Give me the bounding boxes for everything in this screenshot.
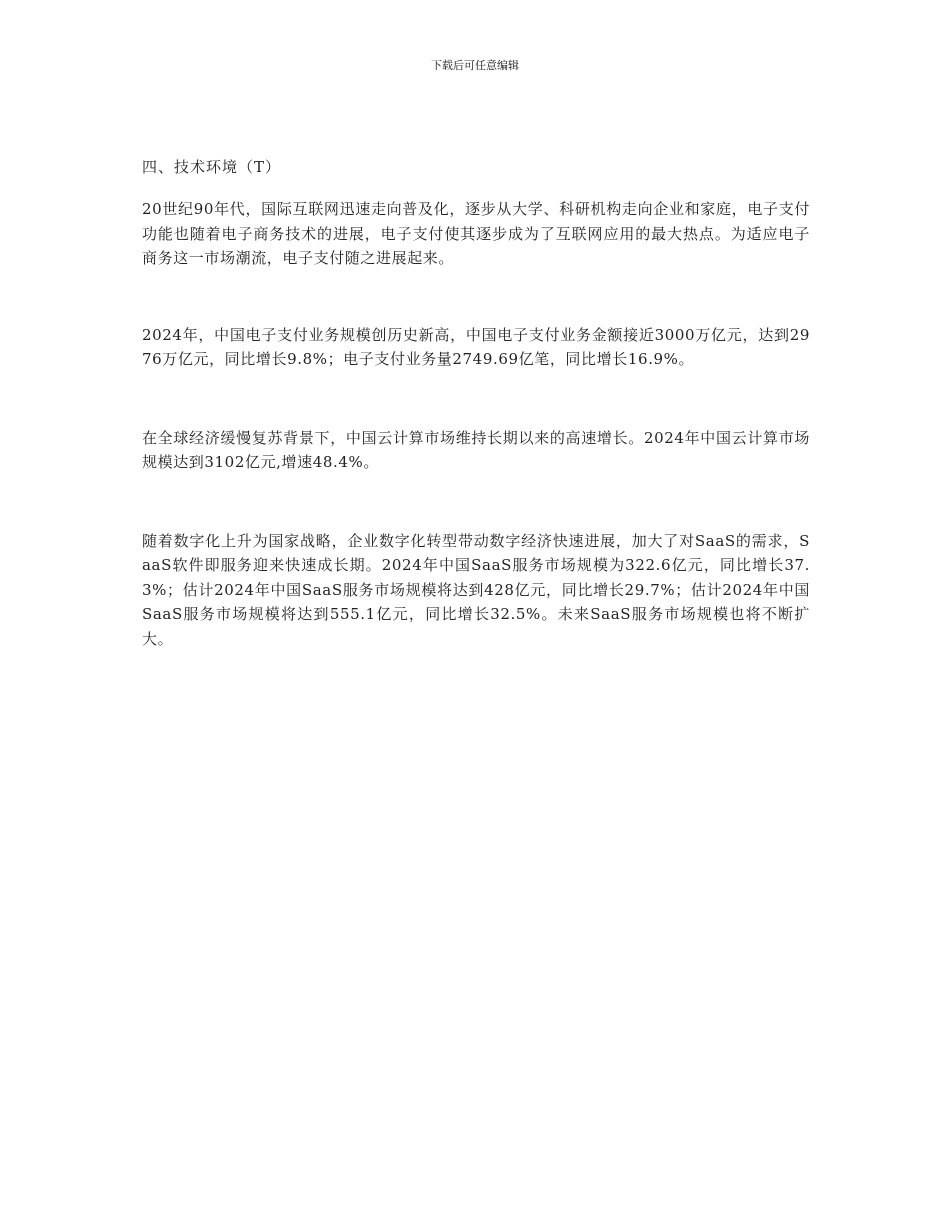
paragraph-saas-market: 随着数字化上升为国家战略，企业数字化转型带动数字经济快速进展，加大了对SaaS的需求，SaaS软件即服务迎来快速成长期。2024年中国SaaS服务市场规模为322.6亿元，同比增长37.3%；估计2024年中国SaaS服务市场规模将达到428亿元，同比增长29.7%；估计2024年中国SaaS服务市场规模将达到555.1亿元，同比增长32.5%。未来SaaS服务市场规模也将不断扩大。 [142,531,810,648]
paragraph-cloud-computing: 在全球经济缓慢复苏背景下，中国云计算市场维持长期以来的高速增长。2024年中国云计算市场规模达到3102亿元,增速48.4%。 [142,428,810,471]
document-body [142,155,810,651]
paragraph-electronic-payment: 2024年，中国电子支付业务规模创历史新高，中国电子支付业务金额接近3000万亿元，达到2976万亿元，同比增长9.8%；电子支付业务量2749.69亿笔，同比增长16.9%。 [142,325,810,368]
header-note: 下载后可任意编辑 [431,59,519,72]
paragraph-internet-history: 20世纪90年代，国际互联网迅速走向普及化，逐步从大学、科研机构走向企业和家庭，电子支付功能也随着电子商务技术的进展，电子支付使其逐步成为了互联网应用的最大热点。为适应电子商务这一市场潮流，电子支付随之进展起来。 [142,200,810,267]
section-title: 四、技术环境（T） [142,158,282,176]
